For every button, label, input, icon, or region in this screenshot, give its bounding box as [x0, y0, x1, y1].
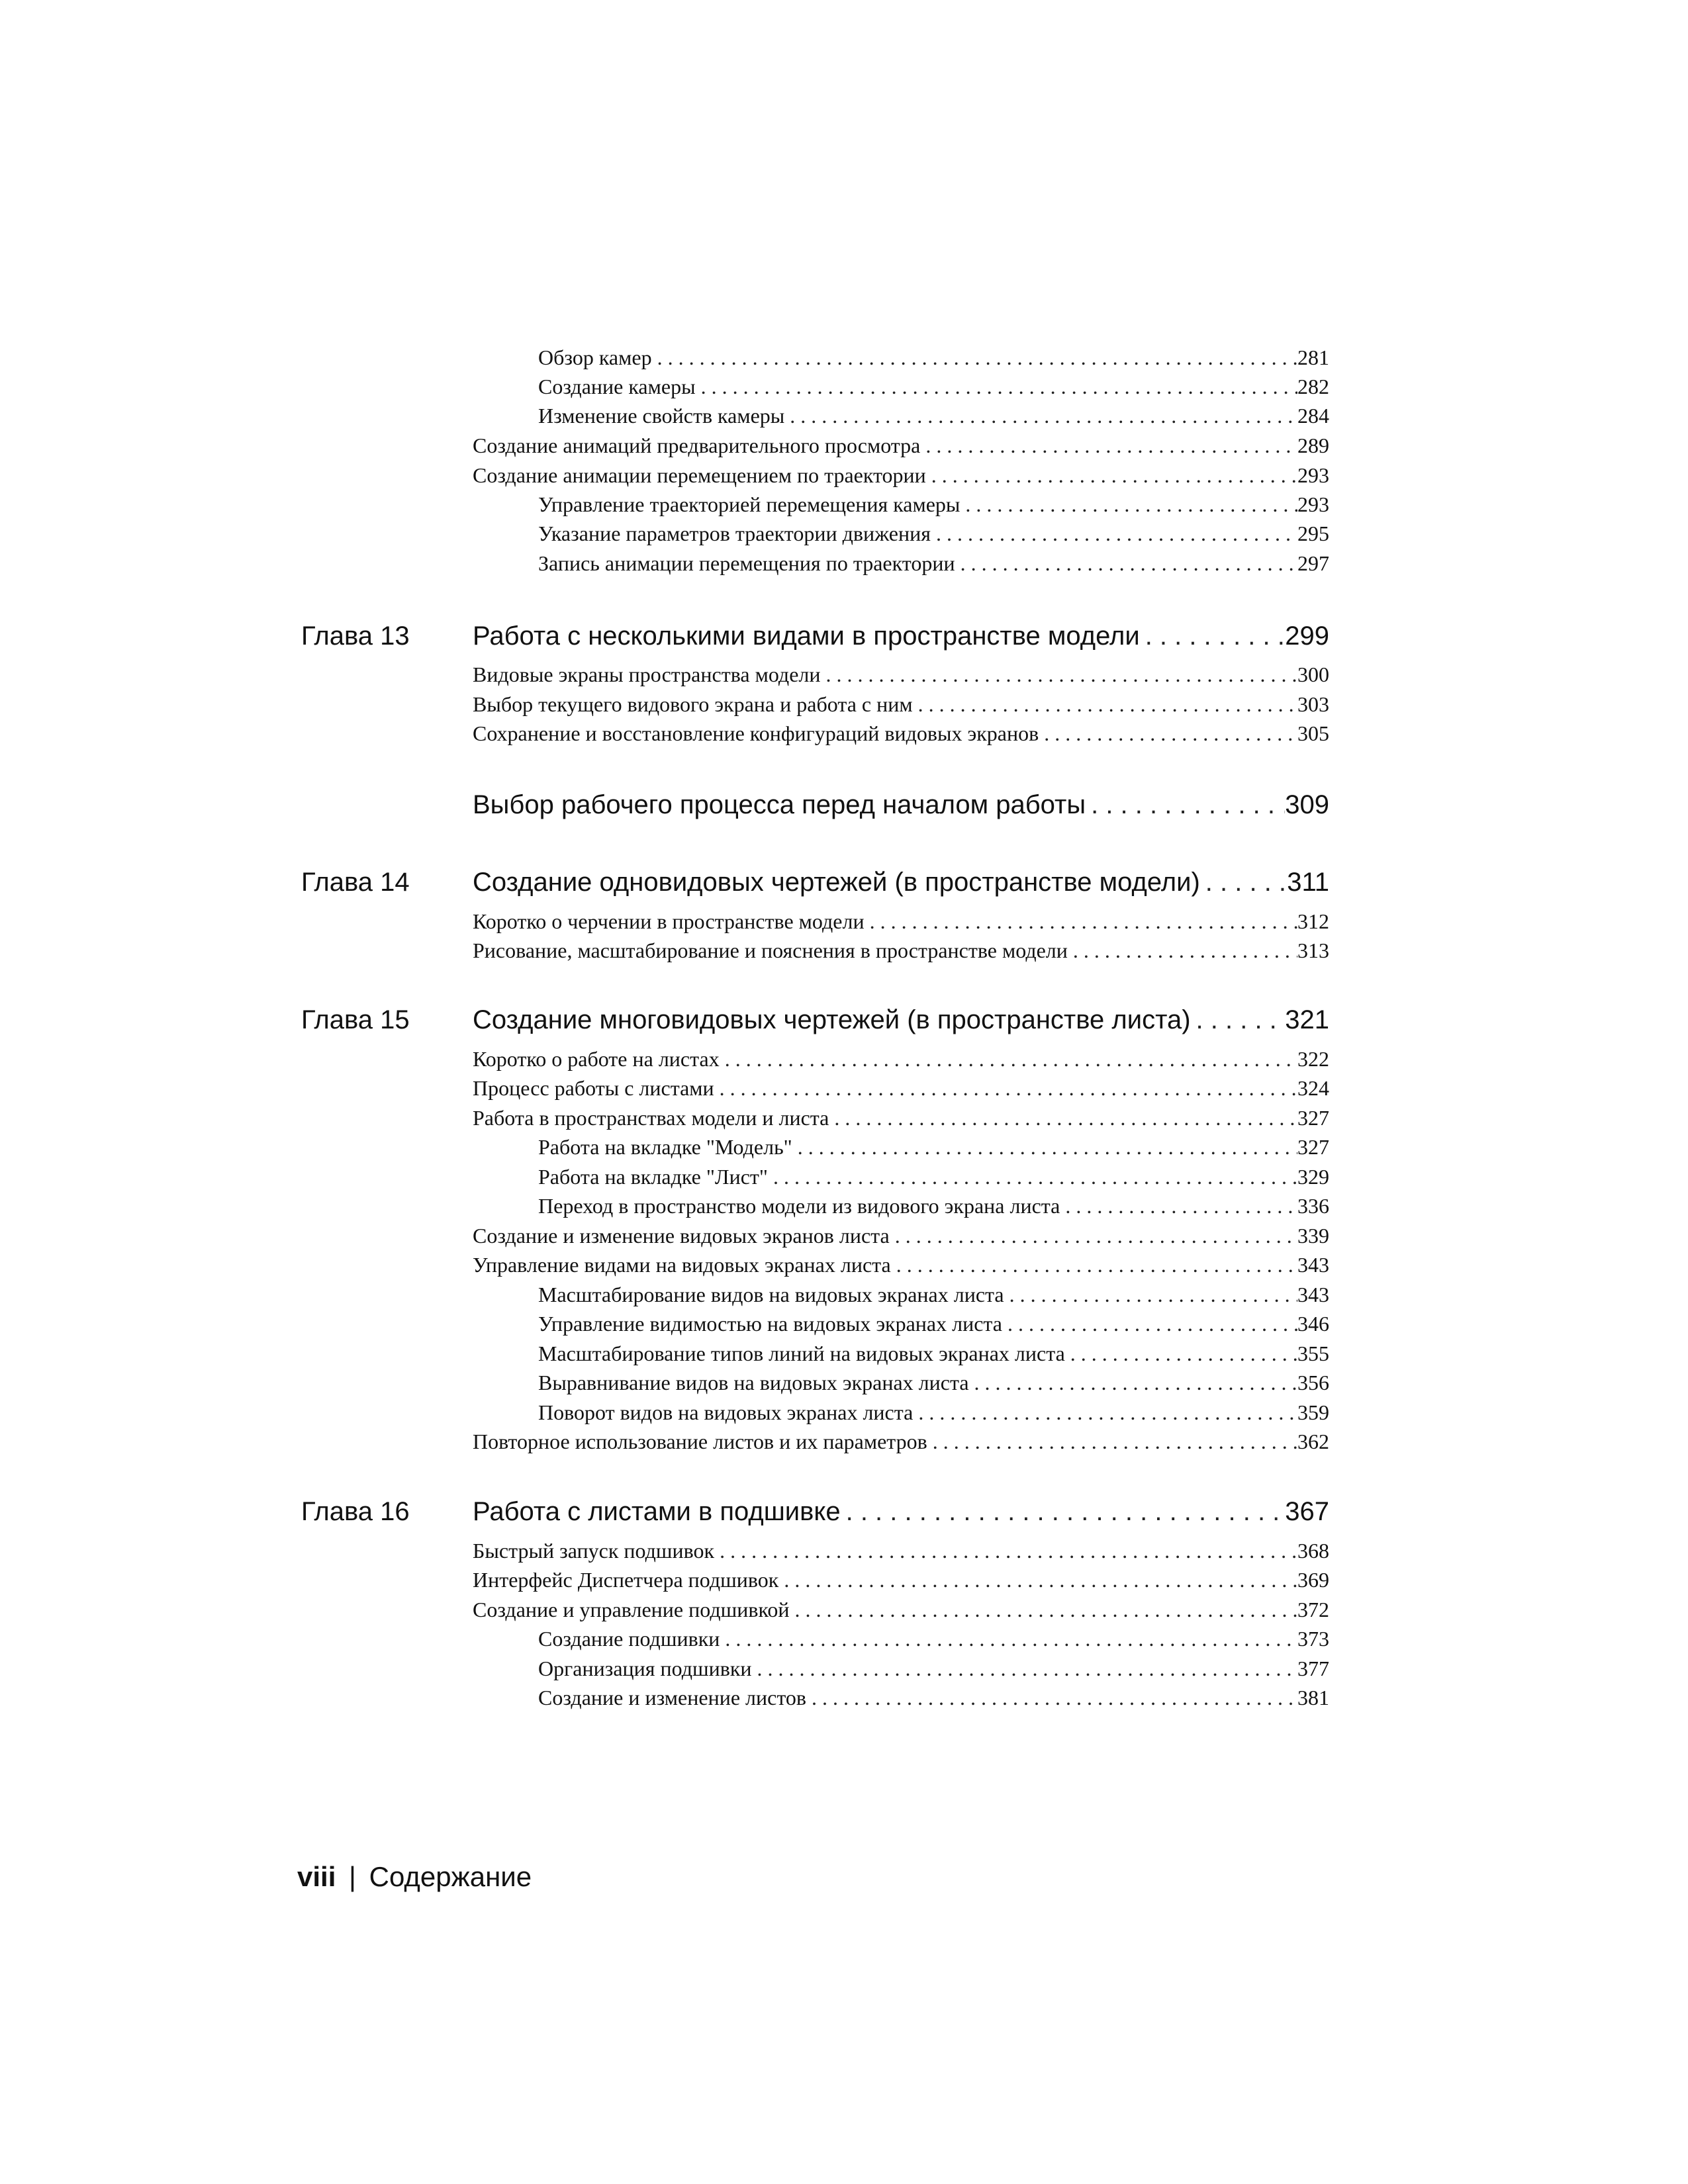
chapter-label: Глава 15 [301, 1005, 410, 1034]
chapter-label: Глава 13 [301, 621, 410, 651]
dot-leader [714, 1074, 1297, 1102]
toc-entry [473, 1566, 1329, 1594]
toc-entry-title: Изменение свойств камеры [538, 404, 785, 428]
toc-entry-page: 373 [1297, 1627, 1329, 1651]
toc-entry [538, 1684, 1329, 1711]
toc-entry-page: 293 [1297, 463, 1329, 487]
toc-entry-title: Повторное использование листов и их параметров [473, 1430, 927, 1453]
toc-entry-title: Переход в пространство модели из видового экрана листа [538, 1194, 1060, 1218]
toc-entry-title: Коротко о работе на листах [473, 1047, 720, 1071]
toc-entry [538, 1163, 1329, 1191]
toc-entry [473, 1537, 1329, 1565]
toc-entry-page: 305 [1297, 721, 1329, 745]
toc-entry-page: 343 [1297, 1253, 1329, 1277]
toc-entry [538, 1340, 1329, 1367]
toc-entry [473, 1251, 1329, 1279]
dot-leader [1002, 1310, 1297, 1338]
toc-entry-title: Указание параметров траектории движения [538, 522, 931, 545]
toc-entry-page: 336 [1297, 1194, 1329, 1218]
toc-entry-page: 355 [1297, 1342, 1329, 1365]
toc-entry-page: 303 [1297, 692, 1329, 716]
toc-entry-title: Управление видами на видовых экранах листа [473, 1253, 891, 1277]
toc-entry-page: 312 [1297, 909, 1329, 933]
toc-entry [538, 373, 1329, 400]
toc-entry-title: Создание и изменение листов [538, 1686, 806, 1709]
toc-entry [473, 1104, 1329, 1132]
toc-entry-title: Коротко о черчении в пространстве модели [473, 909, 865, 933]
toc-entry-title: Создание анимации перемещением по траектории [473, 463, 926, 487]
dot-leader [792, 1133, 1297, 1161]
chapter-heading [473, 1494, 1329, 1529]
chapter-page: 299 [1285, 621, 1329, 651]
dot-leader [1200, 865, 1287, 899]
chapter-title: Создание одновидовых чертежей (в пространстве модели) [473, 868, 1200, 897]
toc-entry [473, 690, 1329, 718]
toc-entry-page: 359 [1297, 1400, 1329, 1424]
toc-entry [538, 402, 1329, 430]
section-page: 309 [1285, 790, 1329, 819]
toc-entry-title: Сохранение и восстановление конфигураций видовых экранов [473, 721, 1039, 745]
dot-leader [720, 1045, 1297, 1073]
toc-entry-page: 327 [1297, 1106, 1329, 1130]
toc-entry [538, 343, 1329, 371]
toc-entry-title: Процесс работы с листами [473, 1076, 714, 1100]
toc-entry-page: 295 [1297, 522, 1329, 545]
toc-entry [473, 1222, 1329, 1250]
dot-leader [806, 1684, 1297, 1711]
toc-entry-page: 281 [1297, 345, 1329, 369]
dot-leader [1065, 1340, 1297, 1367]
dot-leader [890, 1222, 1297, 1250]
toc-entry [538, 1133, 1329, 1161]
toc-entry-title: Рисование, масштабирование и пояснения в пространстве модели [473, 938, 1068, 962]
toc-entry-title: Быстрый запуск подшивок [473, 1539, 715, 1563]
footer-section-title: Содержание [369, 1861, 532, 1892]
toc-entry [473, 719, 1329, 747]
toc-entry [538, 1281, 1329, 1308]
dot-leader [752, 1655, 1297, 1682]
dot-leader [1068, 936, 1297, 964]
toc-entry-page: 369 [1297, 1568, 1329, 1592]
dot-leader [913, 1398, 1297, 1426]
dot-leader [927, 1428, 1297, 1455]
toc-entry-page: 327 [1297, 1135, 1329, 1159]
toc-entry [473, 1428, 1329, 1455]
toc-entry-title: Обзор камер [538, 345, 652, 369]
toc-entry-title: Создание камеры [538, 375, 696, 398]
toc-entry-title: Создание и изменение видовых экранов листа [473, 1224, 890, 1248]
dot-leader [955, 549, 1297, 577]
dot-leader [926, 461, 1297, 489]
dot-leader [829, 1104, 1297, 1132]
toc-entry-title: Выравнивание видов на видовых экранах листа [538, 1371, 969, 1394]
toc-entry [473, 660, 1329, 688]
toc-entry-title: Поворот видов на видовых экранах листа [538, 1400, 914, 1424]
toc-entry-title: Масштабирование видов на видовых экранах листа [538, 1283, 1004, 1306]
footer-separator: | [349, 1861, 356, 1892]
toc-entry-page: 362 [1297, 1430, 1329, 1453]
toc-entry [473, 1074, 1329, 1102]
chapter-title: Создание многовидовых чертежей (в пространстве листа) [473, 1005, 1191, 1034]
toc-entry-title: Работа на вкладке "Модель" [538, 1135, 792, 1159]
dot-leader [931, 520, 1297, 547]
dot-leader [720, 1625, 1297, 1653]
toc-entry-title: Создание анимаций предварительного просмотра [473, 433, 921, 457]
toc-entry [538, 520, 1329, 547]
toc-entry-page: 372 [1297, 1598, 1329, 1621]
chapter-page: 367 [1285, 1497, 1329, 1526]
toc-entry [473, 1596, 1329, 1623]
chapter-page: 311 [1287, 868, 1329, 897]
toc-entry-page: 322 [1297, 1047, 1329, 1071]
toc-entry-title: Создание подшивки [538, 1627, 720, 1651]
page-footer [297, 1858, 532, 1895]
toc-entry [538, 1655, 1329, 1682]
dot-leader [960, 490, 1297, 518]
toc-entry-title: Выбор текущего видового экрана и работа с ним [473, 692, 913, 716]
dot-leader [865, 907, 1297, 935]
dot-leader [778, 1566, 1297, 1594]
dot-leader [1086, 788, 1285, 822]
dot-leader [1140, 619, 1286, 653]
toc-entry [538, 490, 1329, 518]
dot-leader [1004, 1281, 1297, 1308]
chapter-title: Работа с несколькими видами в пространстве модели [473, 621, 1140, 651]
toc-entry-page: 381 [1297, 1686, 1329, 1709]
toc-entry [538, 1310, 1329, 1338]
toc-entry-page: 324 [1297, 1076, 1329, 1100]
toc-entry-title: Управление траекторией перемещения камеры [538, 492, 961, 516]
toc-entry-page: 368 [1297, 1539, 1329, 1563]
chapter-heading [473, 865, 1329, 899]
toc-entry-page: 282 [1297, 375, 1329, 398]
toc-entry-page: 329 [1297, 1165, 1329, 1189]
toc-entry-page: 284 [1297, 404, 1329, 428]
toc-entry-title: Работа в пространствах модели и листа [473, 1106, 829, 1130]
toc-entry-page: 297 [1297, 551, 1329, 575]
dot-leader [714, 1537, 1297, 1565]
toc-entry-title: Работа на вкладке "Лист" [538, 1165, 768, 1189]
chapter-label: Глава 16 [301, 1497, 410, 1526]
toc-entry [538, 1625, 1329, 1653]
chapter-heading [473, 1003, 1329, 1037]
dot-leader [969, 1369, 1297, 1396]
chapter-label: Глава 14 [301, 868, 410, 897]
toc-entry-title: Организация подшивки [538, 1657, 752, 1680]
dot-leader [841, 1494, 1286, 1529]
toc-entry-page: 339 [1297, 1224, 1329, 1248]
toc-entry-title: Управление видимостью на видовых экранах листа [538, 1312, 1002, 1336]
dot-leader [784, 402, 1297, 430]
toc-entry-page: 293 [1297, 492, 1329, 516]
toc-entry-title: Видовые экраны пространства модели [473, 662, 821, 686]
page-folio: viii [297, 1861, 336, 1892]
dot-leader [920, 432, 1297, 459]
dot-leader [1191, 1003, 1286, 1037]
dot-leader [768, 1163, 1297, 1191]
toc-entry-title: Интерфейс Диспетчера подшивок [473, 1568, 779, 1592]
toc-entry-page: 313 [1297, 938, 1329, 962]
toc-entry [473, 1045, 1329, 1073]
toc-entry-page: 289 [1297, 433, 1329, 457]
dot-leader [696, 373, 1297, 400]
chapter-title: Работа с листами в подшивке [473, 1497, 841, 1526]
dot-leader [913, 690, 1297, 718]
toc-entry-page: 377 [1297, 1657, 1329, 1680]
toc-entry [538, 1398, 1329, 1426]
toc-entry [473, 907, 1329, 935]
toc-entry-page: 356 [1297, 1371, 1329, 1394]
toc-entry-page: 346 [1297, 1312, 1329, 1336]
toc-entry [538, 1192, 1329, 1220]
toc-entry [473, 936, 1329, 964]
toc-entry [538, 1369, 1329, 1396]
dot-leader [891, 1251, 1297, 1279]
toc-entry-title: Запись анимации перемещения по траектории [538, 551, 955, 575]
dot-leader [1039, 719, 1297, 747]
chapter-heading [473, 619, 1329, 653]
dot-leader [820, 660, 1297, 688]
dot-leader [652, 343, 1297, 371]
chapter-page: 321 [1285, 1005, 1329, 1034]
toc-entry-page: 343 [1297, 1283, 1329, 1306]
toc-entry-title: Создание и управление подшивкой [473, 1598, 790, 1621]
toc-entry [473, 461, 1329, 489]
toc-entry [473, 432, 1329, 459]
dot-leader [790, 1596, 1297, 1623]
toc-entry-title: Масштабирование типов линий на видовых экранах листа [538, 1342, 1065, 1365]
toc-entry-page: 300 [1297, 662, 1329, 686]
toc-entry [538, 549, 1329, 577]
section-heading [473, 788, 1329, 822]
section-title: Выбор рабочего процесса перед началом работы [473, 790, 1086, 819]
dot-leader [1060, 1192, 1297, 1220]
